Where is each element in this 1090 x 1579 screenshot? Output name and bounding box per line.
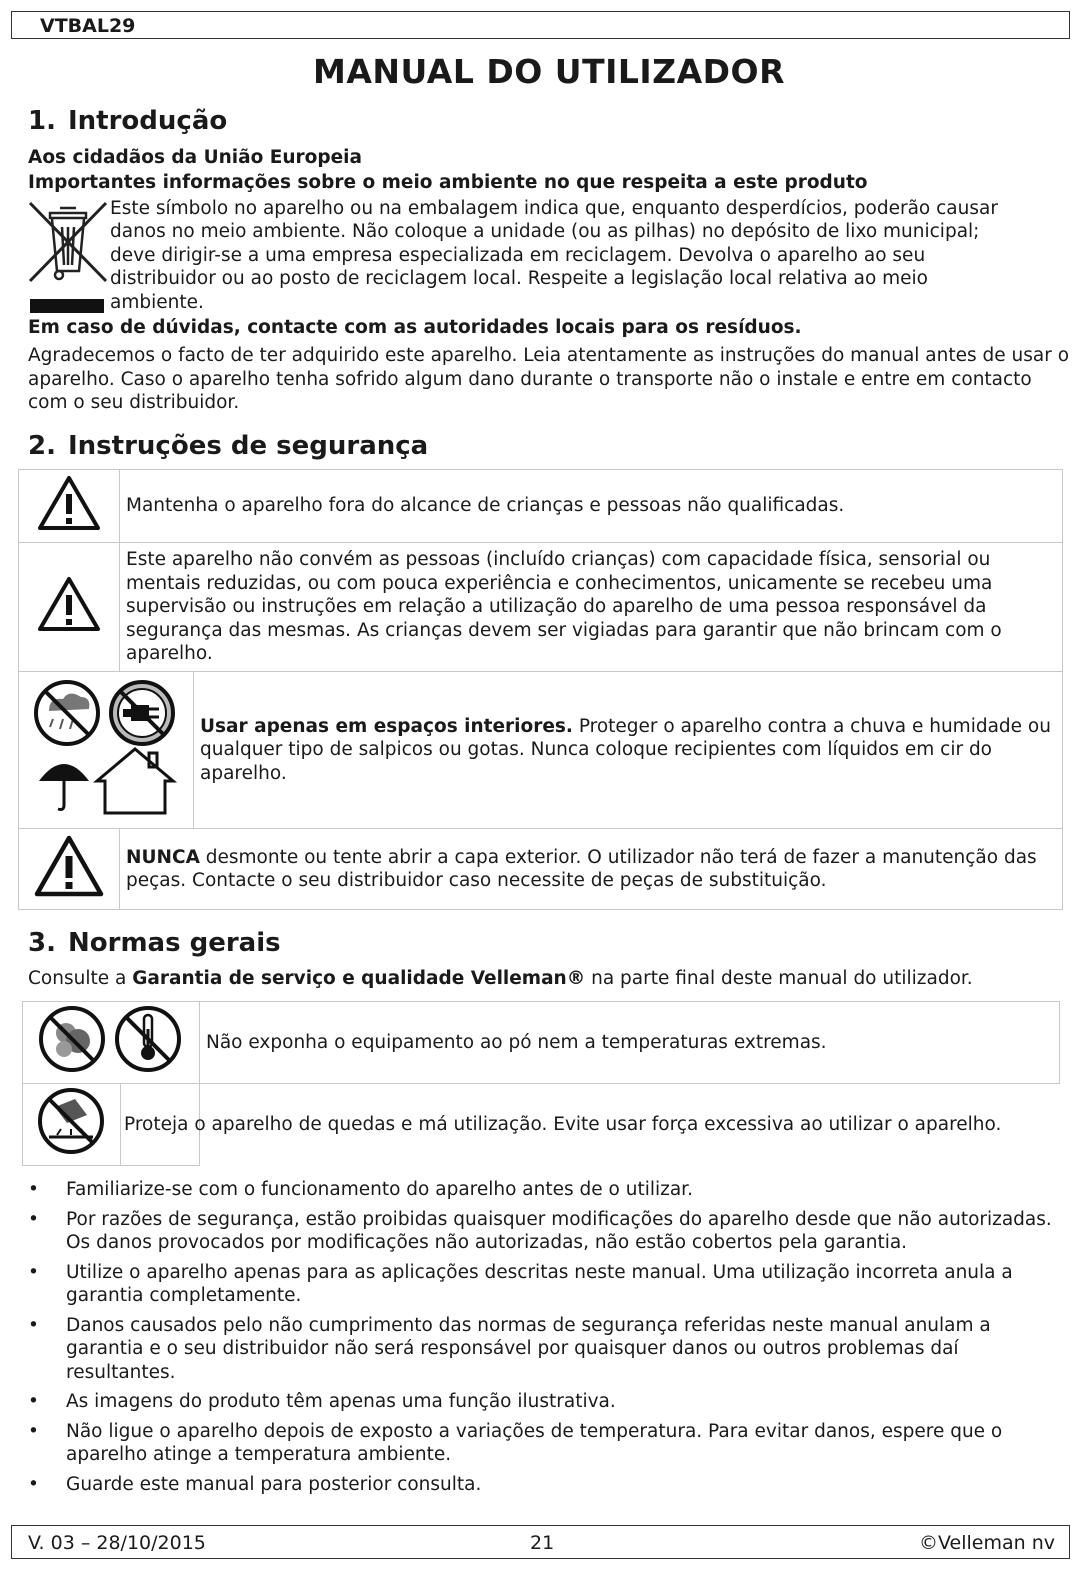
no-extreme-temperature-icon <box>117 1008 179 1070</box>
list-item: • Familiarize-se com o funcionamento do aparelho antes de o utilizar. <box>28 1178 1068 1202</box>
safety-table-indoor <box>18 671 1063 829</box>
safety-text-indoor: Usar apenas em espaços interiores. Proteger o aparelho contra a chuva e humidade ou qualquer tipo de salpicos ou gotas. Nunca coloque recipientes com líquidos em cir do aparelho. <box>194 672 1063 829</box>
weee-bin-icon <box>26 199 110 317</box>
safety-text-dismantle: NUNCA desmonte ou tente abrir a capa exterior. O utilizador não terá de fazer a manutenção das peças. Contacte o seu distribuidor caso necessite de peças de substituição. <box>120 829 1063 910</box>
weee-text-line: distribuidor ou ao posto de reciclagem local. Respeite a legislação local relativa ao meio <box>110 268 929 289</box>
warning-triangle-icon <box>19 829 120 910</box>
weee-text-line: deve dirigir-se a uma empresa especializada em reciclagem. Devolva o aparelho ao seu <box>110 245 926 266</box>
indoor-use-icons <box>19 672 194 829</box>
safety-row <box>19 829 1063 910</box>
safety-row <box>19 470 1063 543</box>
house-icon <box>97 749 173 813</box>
weee-text-line: danos no meio ambiente. Não coloque a unidade (ou as pilhas) no depósito de lixo municipal; <box>110 221 980 242</box>
manual-title: MANUAL DO UTILIZADOR <box>313 52 785 91</box>
no-water-plug-icon <box>111 682 173 744</box>
safety-text-capacity: Este aparelho não convém as pessoas (incluído crianças) com capacidade física, sensorial ou mentais reduzidas, ou com pouca experiência e conhecimentos, unicamente se recebeu uma supervisão ou instruções em relação a utilização do aparelho de uma pessoa responsável da segurança das mesmas. As crianças devem ser vigiadas para garantir que não brincam com o aparelho. <box>120 543 1063 672</box>
page-header <box>11 11 1070 39</box>
thanks-paragraph: Agradecemos o facto de ter adquirido este aparelho. Leia atentamente as instruções do manual antes de usar o aparelho. Caso o aparelho tenha sofrido algum dano durante o transporte não o instale e entre em contacto com o seu distribuidor. <box>28 345 1070 413</box>
dust-temperature-icons <box>23 1002 200 1084</box>
safety-row <box>19 672 1063 829</box>
safety-text-children: Mantenha o aparelho fora do alcance de crianças e pessoas não qualificadas. <box>120 470 1063 543</box>
warning-triangle-icon <box>19 543 120 672</box>
list-item: • Danos causados pelo não cumprimento das normas de segurança referidas neste manual anulam a garantia e o seu distribuidor não será responsável por quaisquer danos ou outros problemas daí resultantes. <box>28 1314 1068 1385</box>
page-number: 21 <box>530 1532 555 1554</box>
version-date: V. 03 – 28/10/2015 <box>28 1532 206 1554</box>
general-table <box>22 1001 1060 1166</box>
warning-triangle-icon <box>19 470 120 543</box>
list-item: • Guarde este manual para posterior consulta. <box>28 1473 1068 1497</box>
doubts-note: Em caso de dúvidas, contacte com as autoridades locais para os resíduos. <box>28 317 802 338</box>
model-number: VTBAL29 <box>40 15 136 37</box>
general-row <box>23 1002 1060 1084</box>
warranty-reference: Consulte a Garantia de serviço e qualidade Velleman® na parte final deste manual do utilizador. <box>28 968 973 989</box>
copyright: ©Velleman nv <box>919 1532 1055 1554</box>
general-text-dust: Não exponha o equipamento ao pó nem a temperaturas extremas. <box>200 1002 1060 1084</box>
list-item: • Utilize o aparelho apenas para as aplicações descritas neste manual. Uma utilização incorreta anula a garantia completamente. <box>28 1261 1068 1308</box>
cell-divider <box>120 1084 121 1165</box>
section-heading-general: 3. Normas gerais <box>28 928 281 958</box>
section-heading-intro: 1. Introdução <box>28 106 228 136</box>
general-text-drop: Proteja o aparelho de quedas e má utilização. Evite usar força excessiva ao utilizar o aparelho. <box>124 1114 1002 1135</box>
no-dust-icon <box>41 1008 103 1070</box>
weee-text-line: ambiente. <box>110 292 204 313</box>
list-item: • As imagens do produto têm apenas uma função ilustrativa. <box>28 1390 1068 1414</box>
eu-heading: Aos cidadãos da União Europeia <box>28 147 362 168</box>
umbrella-icon <box>39 764 89 810</box>
safety-table <box>18 469 1063 672</box>
general-rules-list <box>28 1178 1068 1502</box>
list-item: • Por razões de segurança, estão proibidas quaisquer modificações do aparelho desde que não autorizadas. Os danos provocados por modificações não autorizadas, não estão cobertos pela garantia. <box>28 1208 1068 1255</box>
environment-heading: Importantes informações sobre o meio ambiente no que respeita a este produto <box>28 172 868 193</box>
safety-table-dismantle <box>18 828 1063 910</box>
section-heading-safety: 2. Instruções de segurança <box>28 431 429 461</box>
list-item: • Não ligue o aparelho depois de exposto a variações de temperatura. Para evitar danos, espere que o aparelho atinge a temperatura ambiente. <box>28 1420 1068 1467</box>
page-footer <box>11 1525 1070 1559</box>
weee-text-line: Este símbolo no aparelho ou na embalagem indica que, enquanto desperdícios, poderão causar <box>110 198 998 219</box>
safety-row <box>19 543 1063 672</box>
no-rain-icon <box>36 682 98 744</box>
